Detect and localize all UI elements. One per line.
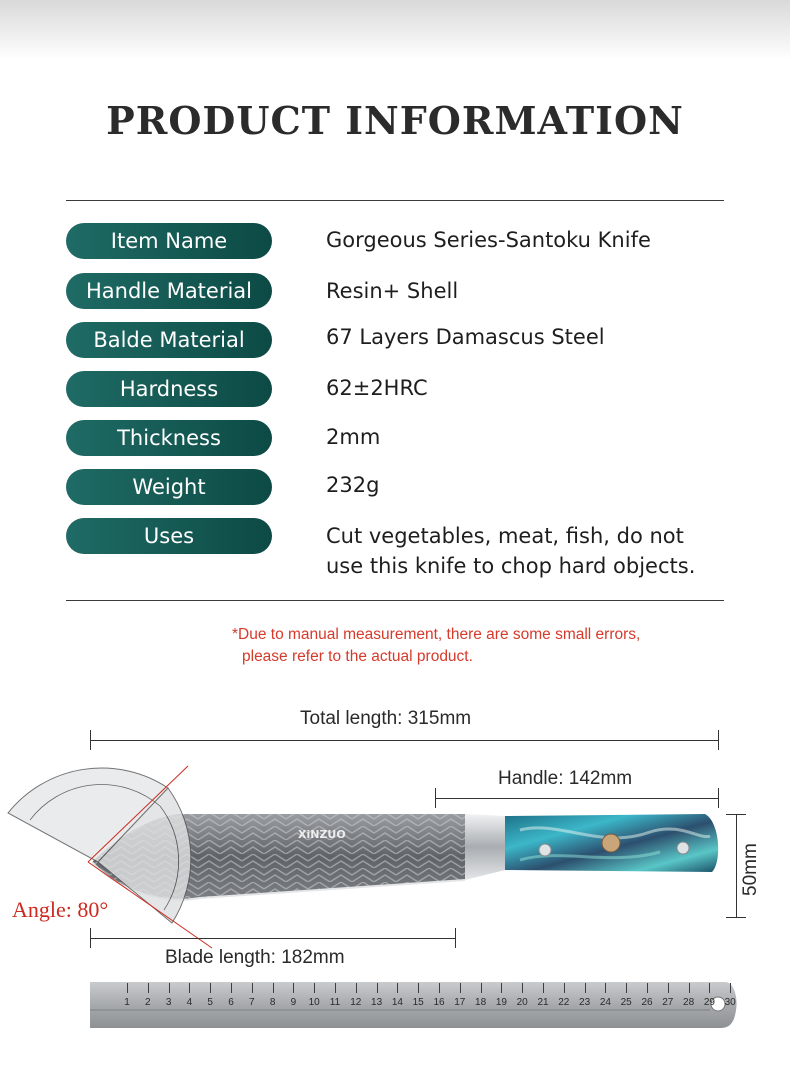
ruler-number: 11 (329, 997, 341, 1008)
ruler-number: 24 (599, 997, 611, 1008)
ruler-tick (543, 983, 544, 993)
ruler-number: 4 (186, 997, 193, 1008)
ruler-tick (605, 983, 606, 993)
handle (505, 814, 718, 872)
ruler-tick (293, 983, 294, 993)
ruler-number: 10 (308, 997, 320, 1008)
ruler-number: 30 (724, 997, 736, 1008)
ruler-number: 29 (703, 997, 715, 1008)
ruler-number: 15 (412, 997, 424, 1008)
blade-length-label: Blade length: 182mm (165, 947, 345, 968)
ruler-tick (397, 983, 398, 993)
ruler-number: 27 (662, 997, 674, 1008)
spec-value-thickness: 2mm (326, 425, 381, 449)
spec-value-handle-material: Resin+ Shell (326, 279, 459, 303)
height-tick-bottom (726, 917, 746, 918)
spec-value-item-name: Gorgeous Series-Santoku Knife (326, 228, 651, 252)
ruler-number: 1 (124, 997, 130, 1008)
ruler-number: 6 (228, 997, 234, 1008)
ruler-tick (314, 983, 315, 993)
ruler-number: 22 (558, 997, 570, 1008)
ruler-tick (231, 983, 232, 993)
bolster (465, 814, 505, 880)
total-length-tick-right (718, 730, 719, 750)
ruler-number: 19 (495, 997, 507, 1008)
ruler-tick (356, 983, 357, 993)
ruler-number: 28 (683, 997, 695, 1008)
total-length-label: Total length: 315mm (300, 708, 472, 729)
ruler-number: 13 (371, 997, 383, 1008)
ruler-number: 7 (249, 997, 255, 1008)
spec-value-weight: 232g (326, 473, 380, 497)
ruler-tick (668, 983, 669, 993)
ruler-number: 16 (433, 997, 445, 1008)
ruler-number: 12 (350, 997, 362, 1008)
spec-label-item-name: Item Name (66, 223, 272, 259)
ruler-tick (189, 983, 190, 993)
blade-length-tick-left (90, 928, 91, 948)
blade-length-tick-right (455, 928, 456, 948)
spec-label-handle-material: Handle Material (66, 273, 272, 309)
svg-text:XiNZUO: XiNZUO (298, 828, 346, 841)
ruler-tick (501, 983, 502, 993)
ruler-number: 23 (579, 997, 591, 1008)
ruler-number: 2 (145, 997, 151, 1008)
total-length-line (90, 740, 719, 741)
handle-length-tick-left (435, 788, 436, 808)
angle-label: Angle: 80° (12, 897, 109, 922)
ruler-tick (730, 983, 731, 993)
ruler-number: 26 (641, 997, 653, 1008)
ruler-tick (169, 983, 170, 993)
ruler-tick (647, 983, 648, 993)
ruler-tick (626, 983, 627, 993)
height-tick-top (726, 814, 746, 815)
ruler-tick (210, 983, 211, 993)
ruler-number: 25 (620, 997, 632, 1008)
note-line-1: *Due to manual measurement, there are some small errors, (232, 626, 641, 643)
spec-label-thickness: Thickness (66, 420, 272, 456)
spec-label-weight: Weight (66, 469, 272, 505)
note-line-2: please refer to the actual product. (242, 648, 473, 665)
ruler-number: 18 (475, 997, 487, 1008)
ruler-number: 8 (269, 997, 276, 1008)
ruler-tick (335, 983, 336, 993)
ruler-tick (564, 983, 565, 993)
spec-label-uses: Uses (66, 518, 272, 554)
height-label: 50mm (740, 843, 761, 896)
ruler-tick (460, 983, 461, 993)
ruler-tick (522, 983, 523, 993)
ruler-number: 9 (290, 997, 297, 1008)
ruler-number: 17 (454, 997, 466, 1008)
ruler-number: 21 (537, 997, 549, 1008)
page-title: PRODUCT INFORMATION (106, 98, 684, 143)
total-length-tick-left (90, 730, 91, 750)
blade-length-line (90, 938, 456, 939)
ruler-tick (689, 983, 690, 993)
ruler-tick (148, 983, 149, 993)
ruler-number: 14 (391, 997, 403, 1008)
ruler-tick (418, 983, 419, 993)
ruler-tick (127, 983, 128, 993)
spec-value-hardness: 62±2HRC (326, 376, 428, 400)
handle-length-label: Handle: 142mm (498, 768, 633, 789)
ruler-tick (481, 983, 482, 993)
ruler-tick (585, 983, 586, 993)
ruler-tick (273, 983, 274, 993)
spec-value-uses-line1: Cut vegetables, meat, fish, do not (326, 524, 684, 548)
handle-length-tick-right (718, 788, 719, 808)
spec-value-blade-material: 67 Layers Damascus Steel (326, 325, 605, 349)
ruler-tick (377, 983, 378, 993)
spec-value-uses-line2: use this knife to chop hard objects. (326, 554, 696, 578)
ruler-tick (709, 983, 710, 993)
ruler-number: 20 (516, 997, 528, 1008)
height-line (736, 814, 737, 918)
ruler-number: 3 (165, 997, 172, 1008)
ruler-tick (439, 983, 440, 993)
spec-label-blade-material: Balde Material (66, 322, 272, 358)
spec-label-hardness: Hardness (66, 371, 272, 407)
handle-length-line (435, 798, 719, 799)
ruler-number: 5 (207, 997, 213, 1008)
ruler-tick (252, 983, 253, 993)
